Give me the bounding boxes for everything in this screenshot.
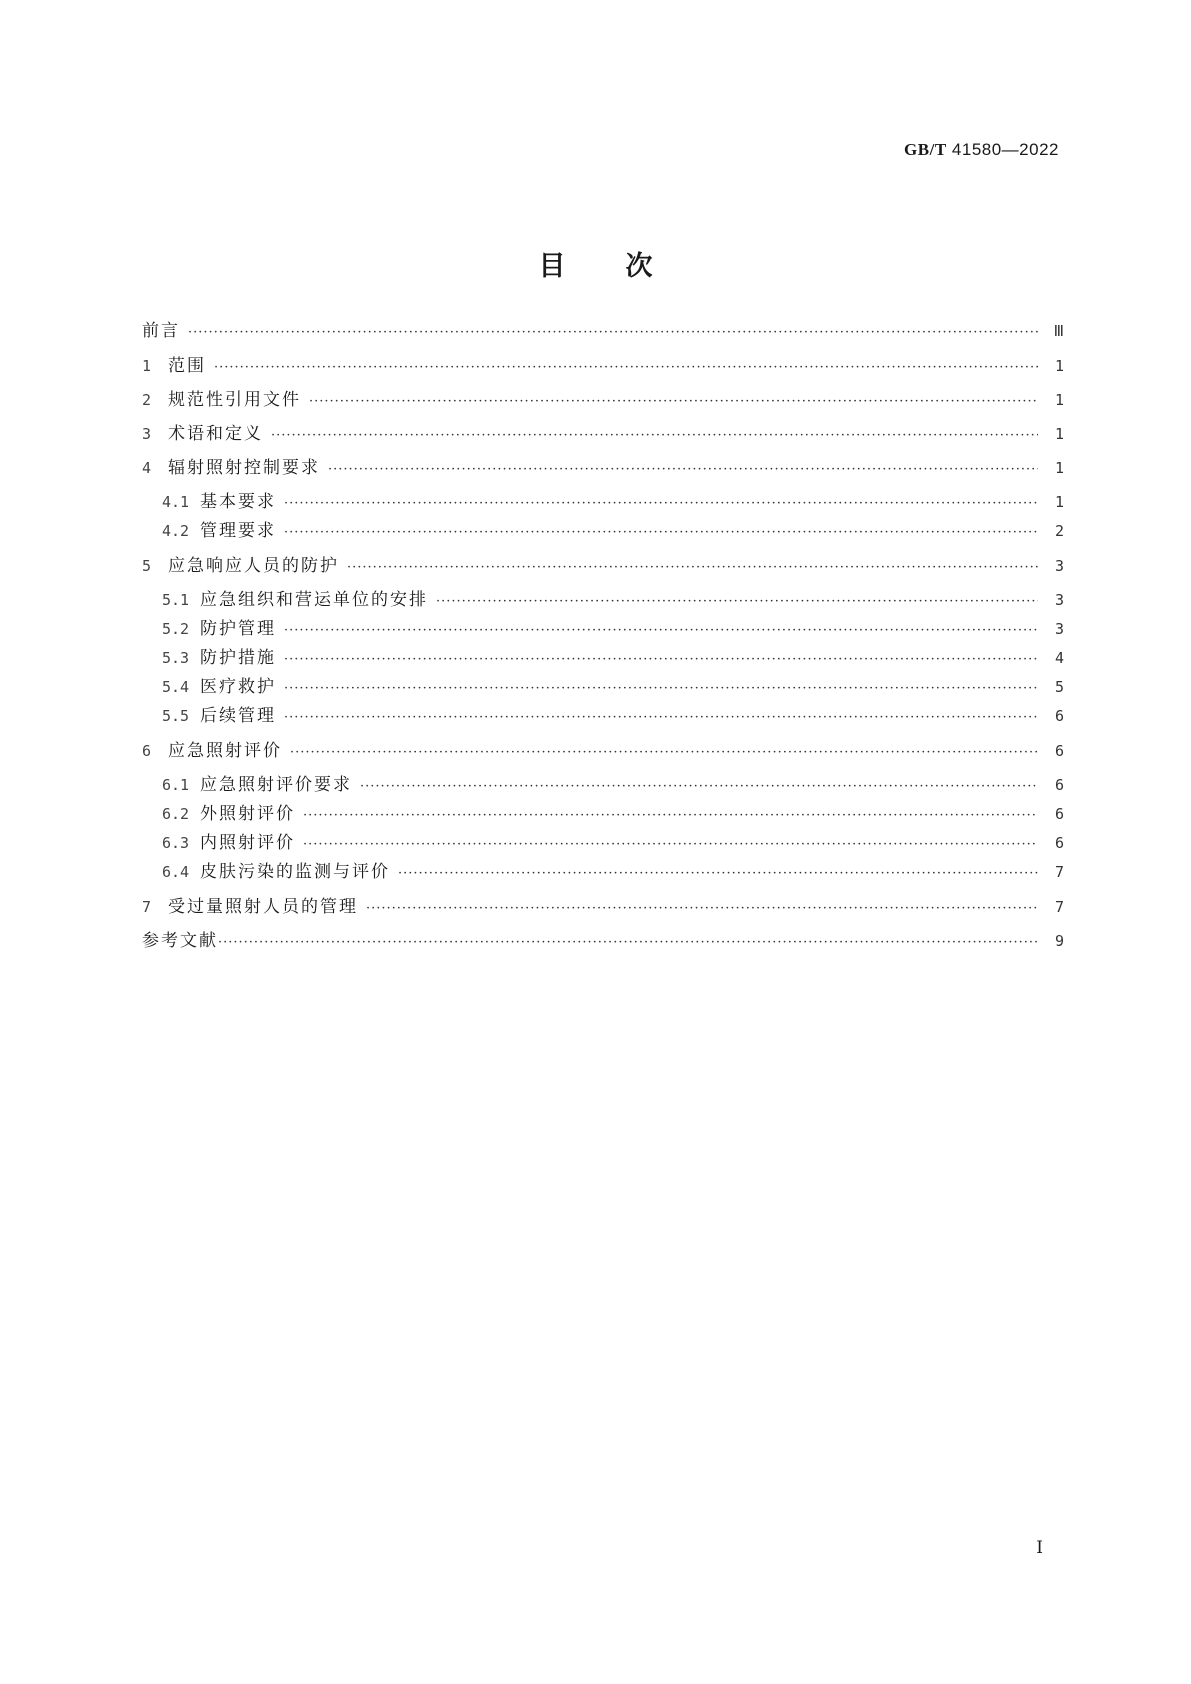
toc-entry-page: 1 <box>1054 357 1064 375</box>
toc-entry-6-4[interactable] <box>162 861 1064 883</box>
toc-entry-4-1[interactable] <box>162 491 1064 513</box>
toc-entry-label: 基本要求 <box>200 492 276 512</box>
toc-entry-label: 内照射评价 <box>200 833 295 853</box>
toc-entry-label: 防护管理 <box>200 619 276 639</box>
leader-dots <box>303 803 1038 825</box>
toc-entry-6-1[interactable] <box>162 774 1064 796</box>
standard-code-number: 41580—2022 <box>951 140 1059 159</box>
leader-dots <box>284 618 1038 640</box>
toc-entry-page: 3 <box>1054 591 1064 609</box>
leader-dots <box>271 423 1038 445</box>
toc-entry-number: 4.1 <box>162 493 190 511</box>
toc-entry-label: 术语和定义 <box>168 424 263 444</box>
toc-entry-label: 防护措施 <box>200 648 276 668</box>
toc-entry-page: 1 <box>1054 493 1064 511</box>
toc-entry-number: 4 <box>142 459 152 477</box>
toc-entry-label: 参考文献 <box>142 931 218 951</box>
toc-entry-page: Ⅲ <box>1053 322 1064 340</box>
toc-entry-label: 规范性引用文件 <box>168 390 301 410</box>
toc-entry-page: 7 <box>1054 898 1064 916</box>
toc-title: 目次 <box>538 251 713 282</box>
toc-entry-label: 后续管理 <box>200 706 276 726</box>
leader-dots <box>366 896 1038 918</box>
toc-entry-number: 6.3 <box>162 834 190 852</box>
toc-entry-5-2[interactable] <box>162 618 1064 640</box>
toc-entry-5-3[interactable] <box>162 647 1064 669</box>
toc-entry-6[interactable] <box>142 740 1064 762</box>
toc-entry-page: 5 <box>1054 678 1064 696</box>
toc-entry-1[interactable] <box>142 355 1064 377</box>
leader-dots <box>218 930 1038 952</box>
leader-dots <box>398 861 1038 883</box>
toc-entry-page: 6 <box>1054 707 1064 725</box>
leader-dots <box>214 355 1038 377</box>
toc-entry-label: 皮肤污染的监测与评价 <box>200 862 390 882</box>
toc-entry-5[interactable] <box>142 555 1064 577</box>
toc-entry-page: 3 <box>1054 620 1064 638</box>
toc-entry-number: 5.5 <box>162 707 190 725</box>
toc-entry-label: 管理要求 <box>200 521 276 541</box>
toc-entry-number: 6 <box>142 742 152 760</box>
leader-dots <box>284 647 1038 669</box>
toc-entry-number: 6.4 <box>162 863 190 881</box>
toc-entry-number: 6.2 <box>162 805 190 823</box>
toc-entry-6-2[interactable] <box>162 803 1064 825</box>
toc-entry-number: 5.3 <box>162 649 190 667</box>
toc-entry-bibliography[interactable] <box>142 930 1064 952</box>
toc-entry-number: 3 <box>142 425 152 443</box>
toc-entry-label: 外照射评价 <box>200 804 295 824</box>
standard-code <box>904 140 1059 160</box>
toc-entry-number: 4.2 <box>162 522 190 540</box>
toc-entry-6-3[interactable] <box>162 832 1064 854</box>
toc-entry-label: 辐射照射控制要求 <box>168 458 320 478</box>
toc-entry-4[interactable] <box>142 457 1064 479</box>
page-number: I <box>1036 1538 1043 1558</box>
toc-entry-5-4[interactable] <box>162 676 1064 698</box>
toc-entry-foreword[interactable] <box>142 320 1064 342</box>
toc-entry-4-2[interactable] <box>162 520 1064 542</box>
toc-entry-number: 7 <box>142 898 152 916</box>
toc-entry-2[interactable] <box>142 389 1064 411</box>
toc-entry-page: 3 <box>1054 557 1064 575</box>
toc-entry-label: 应急照射评价要求 <box>200 775 352 795</box>
toc-entry-page: 9 <box>1054 932 1064 950</box>
toc-entry-label: 受过量照射人员的管理 <box>168 897 358 917</box>
toc-entry-page: 6 <box>1054 805 1064 823</box>
leader-dots <box>360 774 1038 796</box>
toc-entry-number: 5.2 <box>162 620 190 638</box>
toc-entry-page: 1 <box>1054 425 1064 443</box>
toc-entry-7[interactable] <box>142 896 1064 918</box>
toc-entry-page: 6 <box>1054 742 1064 760</box>
toc-entry-5-1[interactable] <box>162 589 1064 611</box>
toc-entry-page: 1 <box>1054 459 1064 477</box>
leader-dots <box>303 832 1038 854</box>
toc-entry-label: 范围 <box>168 356 206 376</box>
leader-dots <box>284 705 1038 727</box>
leader-dots <box>347 555 1038 577</box>
toc-entry-label: 前言 <box>142 321 180 341</box>
toc-entry-number: 5.1 <box>162 591 190 609</box>
leader-dots <box>284 520 1038 542</box>
toc-entry-page: 1 <box>1054 391 1064 409</box>
toc-entry-number: 5.4 <box>162 678 190 696</box>
leader-dots <box>328 457 1038 479</box>
toc-entry-page: 7 <box>1054 863 1064 881</box>
leader-dots <box>284 491 1038 513</box>
toc-entry-page: 6 <box>1054 834 1064 852</box>
toc-entry-label: 医疗救护 <box>200 677 276 697</box>
leader-dots <box>290 740 1038 762</box>
toc-entry-3[interactable] <box>142 423 1064 445</box>
toc-entry-label: 应急组织和营运单位的安排 <box>200 590 428 610</box>
toc-entry-page: 4 <box>1054 649 1064 667</box>
toc-entry-number: 6.1 <box>162 776 190 794</box>
toc-entry-number: 1 <box>142 357 152 375</box>
toc-entry-label: 应急响应人员的防护 <box>168 556 339 576</box>
leader-dots <box>309 389 1038 411</box>
toc-entry-5-5[interactable] <box>162 705 1064 727</box>
leader-dots <box>284 676 1038 698</box>
standard-code-prefix: GB/T <box>904 140 947 159</box>
toc-entry-number: 5 <box>142 557 152 575</box>
toc-entry-page: 6 <box>1054 776 1064 794</box>
toc-entry-number: 2 <box>142 391 152 409</box>
toc-entry-page: 2 <box>1054 522 1064 540</box>
leader-dots <box>436 589 1038 611</box>
leader-dots <box>188 320 1038 342</box>
toc-entry-label: 应急照射评价 <box>168 741 282 761</box>
